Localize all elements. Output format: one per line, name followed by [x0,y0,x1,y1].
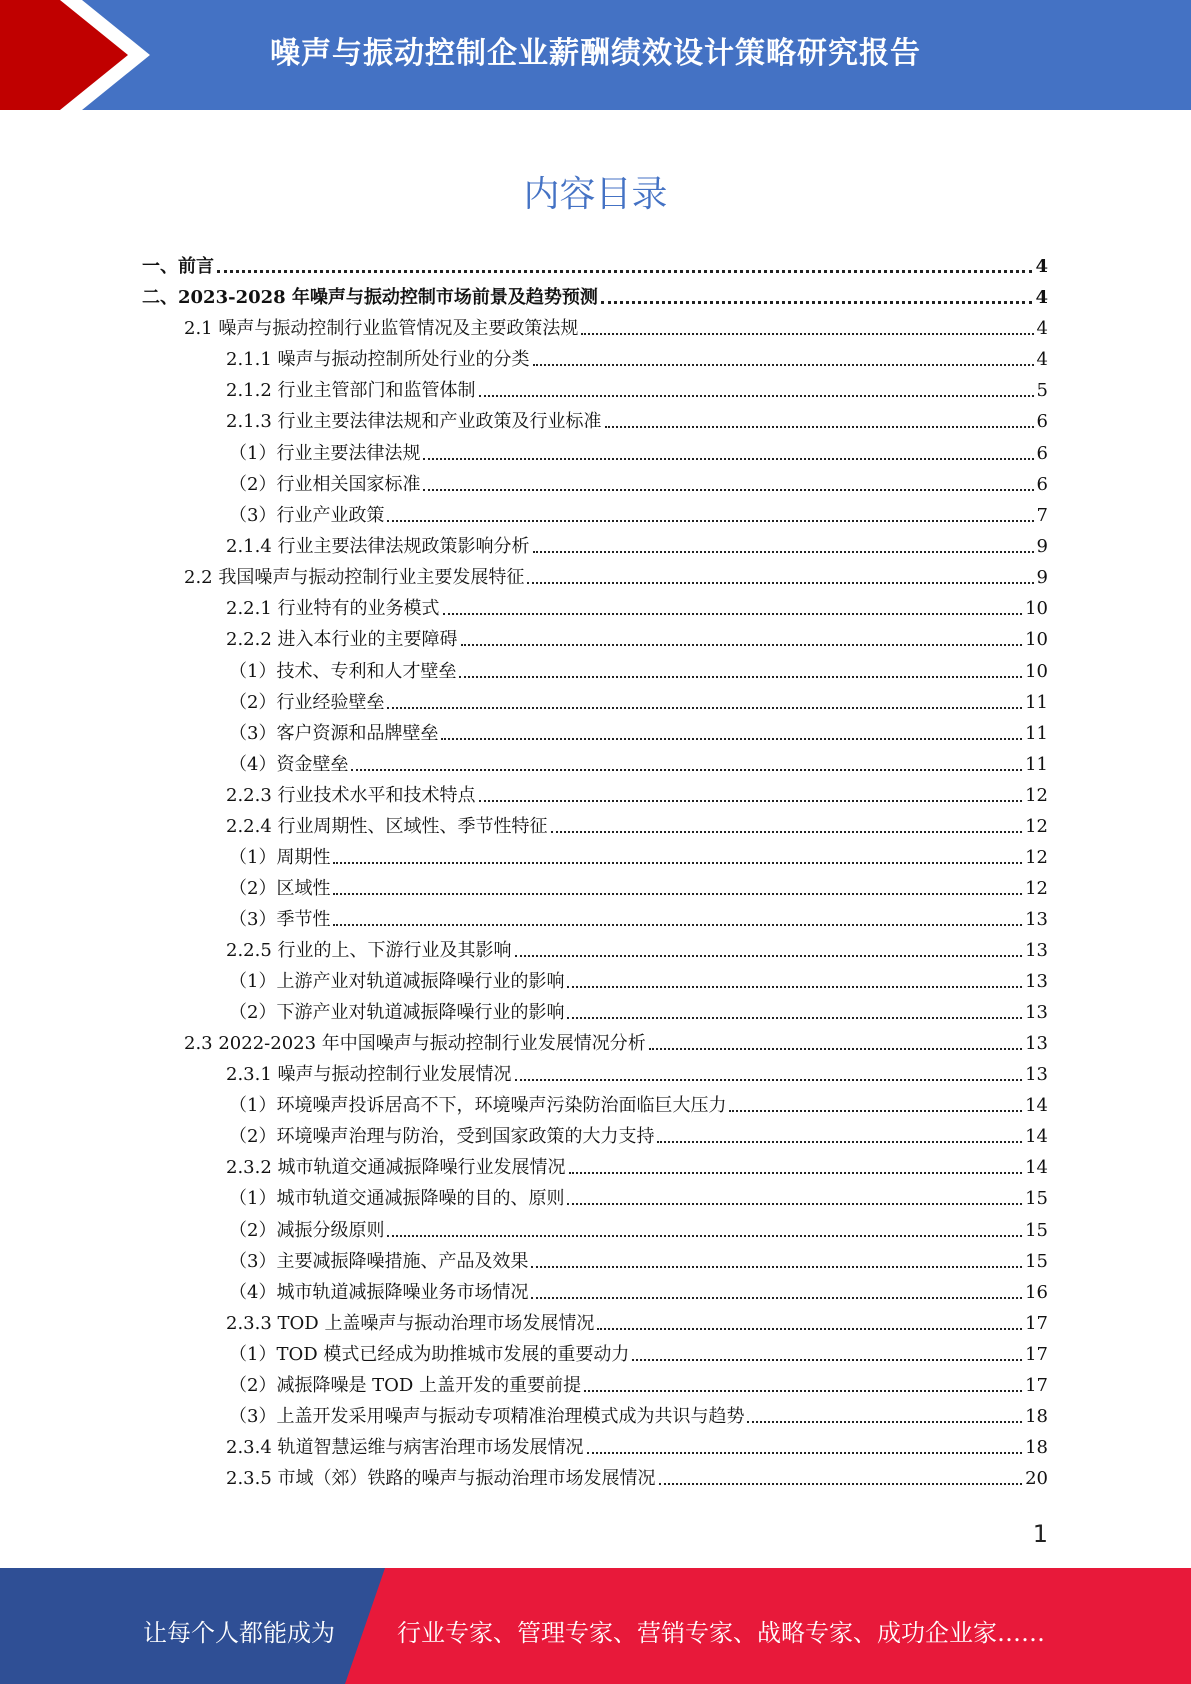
leader-dots [387,520,1033,522]
footer-slogan-right: 行业专家、管理专家、营销专家、战略专家、成功企业家…… [397,1619,1045,1647]
toc-title: 内容目录 [523,174,668,215]
header-title: 噪声与振动控制企业薪酬绩效设计策略研究报告 [270,36,921,71]
toc-entry[interactable]: （2）下游产业对轨道减振降噪行业的影响 13 [229,1002,1048,1023]
footer-banner [0,1568,1191,1684]
toc-entry[interactable]: 2.3.4 轨道智慧运维与病害治理市场发展情况 18 [226,1437,1048,1458]
toc-entry[interactable]: （1）上游产业对轨道减振降噪行业的影响 13 [229,971,1048,992]
leader-dots [587,1452,1023,1454]
toc-entry[interactable]: （4）资金壁垒 11 [229,754,1048,775]
toc-entry[interactable]: 2.1 噪声与振动控制行业监管情况及主要政策法规 4 [184,318,1048,339]
leader-dots [567,986,1022,988]
toc-entry[interactable]: 2.1.4 行业主要法律法规政策影响分析 9 [226,536,1048,557]
toc-entry[interactable]: （1）技术、专利和人才壁垒 10 [229,661,1048,682]
toc-entry[interactable]: 一、前言 4 [142,256,1048,277]
toc-entry[interactable]: 2.2.1 行业特有的业务模式 10 [226,598,1048,619]
leader-dots [531,1297,1022,1299]
toc-entry[interactable]: （2）区域性 12 [229,878,1048,899]
leader-dots [217,270,1032,273]
toc-entry[interactable]: 2.3 2022-2023 年中国噪声与振动控制行业发展情况分析 13 [184,1033,1048,1054]
leader-dots [729,1110,1022,1112]
leader-dots [333,924,1022,926]
toc-entry[interactable]: 2.2.3 行业技术水平和技术特点 12 [226,785,1048,806]
leader-dots [581,333,1033,335]
toc-entry[interactable]: 2.1.2 行业主管部门和监管体制 5 [226,380,1048,401]
leader-dots [333,893,1022,895]
toc-entry[interactable]: （1）TOD 模式已经成为助推城市发展的重要动力 17 [229,1344,1048,1365]
leader-dots [569,1172,1023,1174]
leader-dots [387,707,1022,709]
toc-entry[interactable]: （3）上盖开发采用噪声与振动专项精准治理模式成为共识与趋势 18 [229,1406,1048,1427]
leader-dots [533,364,1034,366]
leader-dots [597,1328,1022,1330]
leader-dots [333,862,1022,864]
toc-entry[interactable]: 2.3.2 城市轨道交通减振降噪行业发展情况 14 [226,1157,1048,1178]
header-banner [0,0,1191,110]
leader-dots [443,613,1023,615]
leader-dots [461,644,1023,646]
toc-entry[interactable]: （1）周期性 12 [229,847,1048,868]
toc-entry[interactable]: （3）客户资源和品牌壁垒 11 [229,723,1048,744]
leader-dots [515,955,1023,957]
leader-dots [479,800,1023,802]
toc-entry[interactable]: 2.3.3 TOD 上盖噪声与振动治理市场发展情况 17 [226,1313,1048,1334]
toc-entry[interactable]: 2.1.1 噪声与振动控制所处行业的分类 4 [226,349,1048,370]
leader-dots [351,769,1022,771]
leader-dots [533,551,1034,553]
toc-entry[interactable]: （2）减振降噪是 TOD 上盖开发的重要前提 17 [229,1375,1048,1396]
leader-dots [441,738,1022,740]
toc-entry[interactable]: 2.3.1 噪声与振动控制行业发展情况 13 [226,1064,1048,1085]
toc-entry[interactable]: 2.3.5 市域（郊）铁路的噪声与振动治理市场发展情况 20 [226,1468,1048,1489]
leader-dots [567,1203,1022,1205]
toc-entry[interactable]: （4）城市轨道减振降噪业务市场情况 16 [229,1282,1048,1303]
leader-dots [659,1483,1023,1485]
toc-entry[interactable]: （2）环境噪声治理与防治，受到国家政策的大力支持 14 [229,1126,1048,1147]
leader-dots [567,1017,1022,1019]
toc-entry[interactable]: （3）季节性 13 [229,909,1048,930]
leader-dots [459,676,1022,678]
toc-entry[interactable]: （3）主要减振降噪措施、产品及效果 15 [229,1251,1048,1272]
leader-dots [531,1266,1022,1268]
toc-entry[interactable]: （1）环境噪声投诉居高不下，环境噪声污染防治面临巨大压力 14 [229,1095,1048,1116]
toc-entry[interactable]: 2.2.2 进入本行业的主要障碍 10 [226,629,1048,650]
footer-slogan-left: 让每个人都能成为 [143,1619,335,1647]
toc-entry[interactable]: 2.2.4 行业周期性、区域性、季节性特征 12 [226,816,1048,837]
toc-entry[interactable]: 2.2.5 行业的上、下游行业及其影响 13 [226,940,1048,961]
toc-entry[interactable]: 2.2 我国噪声与振动控制行业主要发展特征 9 [184,567,1048,588]
leader-dots [649,1048,1022,1050]
leader-dots [515,1079,1023,1081]
leader-dots [601,301,1033,304]
leader-dots [632,1359,1022,1361]
toc-entry[interactable]: （2）行业相关国家标准 6 [229,474,1048,495]
leader-dots [747,1421,1022,1423]
leader-dots [527,582,1033,584]
leader-dots [605,426,1034,428]
toc-entry[interactable]: 二、2023-2028 年噪声与振动控制市场前景及趋势预测 4 [142,287,1048,308]
leader-dots [584,1390,1022,1392]
toc-entry[interactable]: （2）行业经验壁垒 11 [229,692,1048,713]
toc-entry[interactable]: 2.1.3 行业主要法律法规和产业政策及行业标准 6 [226,411,1048,432]
leader-dots [657,1141,1022,1143]
toc-entry[interactable]: （3）行业产业政策 7 [229,505,1048,526]
leader-dots [423,458,1033,460]
leader-dots [479,395,1034,397]
toc-entry[interactable]: （1）城市轨道交通减振降噪的目的、原则 15 [229,1188,1048,1209]
page-number: 1 [1032,1520,1048,1548]
leader-dots [551,831,1023,833]
toc-entry[interactable]: （1）行业主要法律法规 6 [229,443,1048,464]
toc-entry[interactable]: （2）减振分级原则 15 [229,1220,1048,1241]
leader-dots [387,1235,1022,1237]
leader-dots [423,489,1033,491]
